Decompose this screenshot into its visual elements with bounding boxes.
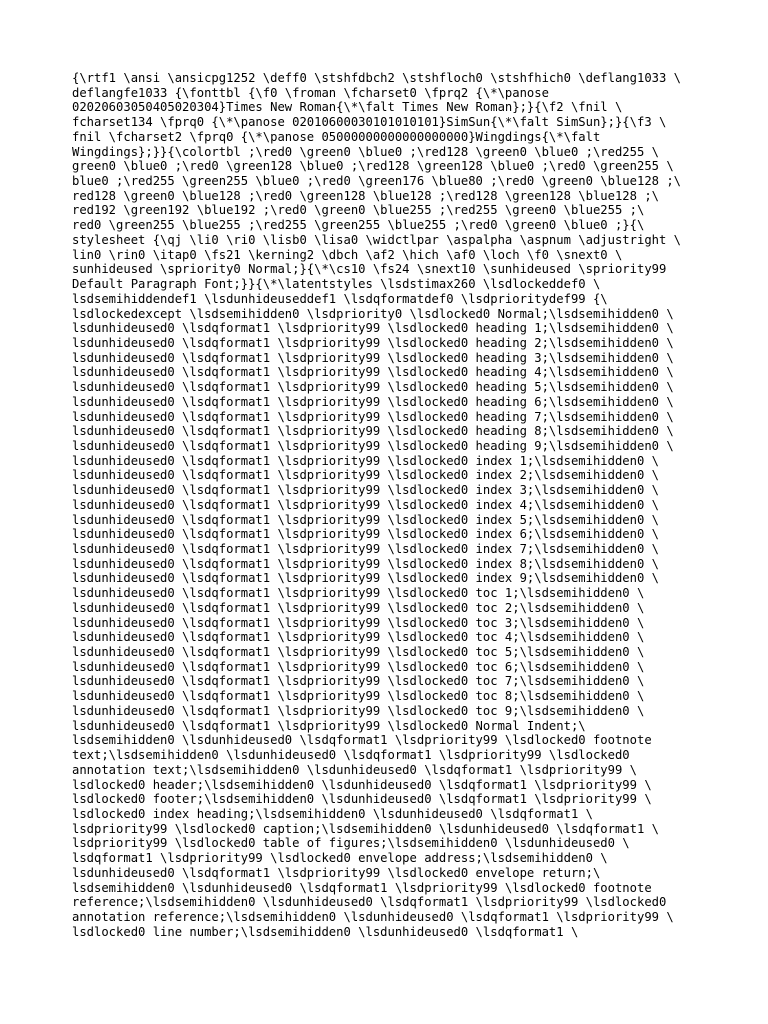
text-line: stylesheet {\qj \li0 \ri0 \lisb0 \lisa0 \widctlpar \aspalpha \aspnum \adjustright \ <box>72 232 682 247</box>
text-line: annotation reference;\lsdsemihidden0 \lsdunhideused0 \lsdqformat1 \lsdpriority99 \ <box>72 909 674 924</box>
text-line: lsdunhideused0 \lsdqformat1 \lsdpriority99 \lsdlocked0 index 7;\lsdsemihidden0 \ <box>72 542 659 556</box>
text-line: lsdunhideused0 \lsdqformat1 \lsdpriority99 \lsdlocked0 heading 4;\lsdsemihidden0 \ <box>72 365 674 380</box>
text-line: lsdpriority99 \lsdlocked0 table of figures;\lsdsemihidden0 \lsdunhideused0 \ <box>72 836 630 851</box>
text-line: lsdlocked0 line number;\lsdsemihidden0 \lsdunhideused0 \lsdqformat1 \ <box>72 924 579 939</box>
text-line: reference;\lsdsemihidden0 \lsdunhideused0 \lsdqformat1 \lsdpriority99 \lsdlocked0 <box>72 895 667 910</box>
text-line: green0 \blue0 ;\red0 \green128 \blue0 ;\red128 \green128 \blue0 ;\red0 \green255 \ <box>72 159 674 174</box>
text-line: text;\lsdsemihidden0 \lsdunhideused0 \lsdqformat1 \lsdpriority99 \lsdlocked0 <box>72 748 630 763</box>
text-line: lsdunhideused0 \lsdqformat1 \lsdpriority99 \lsdlocked0 index 1;\lsdsemihidden0 \ <box>72 453 659 468</box>
text-line: lsdunhideused0 \lsdqformat1 \lsdpriority99 \lsdlocked0 heading 9;\lsdsemihidden0 \ <box>72 438 674 453</box>
text-line: lsdunhideused0 \lsdqformat1 \lsdpriority99 \lsdlocked0 toc 3;\lsdsemihidden0 \ <box>72 615 645 630</box>
text-line: blue0 ;\red255 \green255 \blue0 ;\red0 \green176 \blue80 ;\red0 \green0 \blue128 ;\ <box>72 174 682 189</box>
text-line: lsdlockedexcept \lsdsemihidden0 \lsdpriority0 \lsdlocked0 Normal;\lsdsemihidden0 \ <box>72 306 674 321</box>
text-line: lsdlocked0 footer;\lsdsemihidden0 \lsdunhideused0 \lsdqformat1 \lsdpriority99 \ <box>72 792 652 807</box>
text-line: lsdunhideused0 \lsdqformat1 \lsdpriority99 \lsdlocked0 Normal Indent;\ <box>72 718 586 733</box>
text-line: lsdunhideused0 \lsdqformat1 \lsdpriority99 \lsdlocked0 index 3;\lsdsemihidden0 \ <box>72 483 659 498</box>
text-line: Default Paragraph Font;}}{\*\latentstyles \lsdstimax260 \lsdlockeddef0 \ <box>72 277 601 292</box>
text-line: lsdsemihiddendef1 \lsdunhideuseddef1 \lsdqformatdef0 \lsdprioritydef99 {\ <box>72 291 608 306</box>
text-line: lsdlocked0 header;\lsdsemihidden0 \lsdunhideused0 \lsdqformat1 \lsdpriority99 \ <box>72 777 652 792</box>
text-line: fnil \fcharset2 \fprq0 {\*\panose 05000000000000000000}Wingdings{\*\falt <box>72 129 601 144</box>
text-line: lsdlocked0 index heading;\lsdsemihidden0 \lsdunhideused0 \lsdqformat1 \ <box>72 806 593 821</box>
text-line: sunhideused \spriority0 Normal;}{\*\cs10 \fs24 \snext10 \sunhideused \spriority99 <box>72 262 667 277</box>
text-line: lsdunhideused0 \lsdqformat1 \lsdpriority99 \lsdlocked0 heading 6;\lsdsemihidden0 \ <box>72 394 674 409</box>
text-line: 02020603050405020304}Times New Roman{\*\falt Times New Roman};}{\f2 \fnil \ <box>72 100 623 115</box>
text-line: deflangfe1033 {\fonttbl {\f0 \froman \fcharset0 \fprq2 {\*\panose <box>72 85 549 100</box>
text-line: {\rtf1 \ansi \ansicpg1252 \deff0 \stshfdbch2 \stshfloch0 \stshfhich0 \deflang1033 \ <box>72 71 682 85</box>
text-line: lsdunhideused0 \lsdqformat1 \lsdpriority99 \lsdlocked0 envelope return;\ <box>72 865 601 880</box>
text-line: lsdpriority99 \lsdlocked0 caption;\lsdsemihidden0 \lsdunhideused0 \lsdqformat1 \ <box>72 821 659 836</box>
rtf-source-text <box>72 71 712 939</box>
text-line: lsdunhideused0 \lsdqformat1 \lsdpriority99 \lsdlocked0 toc 6;\lsdsemihidden0 \ <box>72 659 645 674</box>
text-line: lsdunhideused0 \lsdqformat1 \lsdpriority99 \lsdlocked0 toc 9;\lsdsemihidden0 \ <box>72 703 645 718</box>
text-line: lsdunhideused0 \lsdqformat1 \lsdpriority99 \lsdlocked0 toc 4;\lsdsemihidden0 \ <box>72 630 645 645</box>
text-line: fcharset134 \fprq0 {\*\panose 02010600030101010101}SimSun{\*\falt SimSun};}{\f3 \ <box>72 115 667 130</box>
text-line: lsdunhideused0 \lsdqformat1 \lsdpriority99 \lsdlocked0 index 2;\lsdsemihidden0 \ <box>72 468 659 483</box>
text-line: lsdunhideused0 \lsdqformat1 \lsdpriority99 \lsdlocked0 heading 8;\lsdsemihidden0 \ <box>72 424 674 439</box>
text-line: lsdunhideused0 \lsdqformat1 \lsdpriority99 \lsdlocked0 toc 7;\lsdsemihidden0 \ <box>72 674 645 689</box>
text-line: lsdunhideused0 \lsdqformat1 \lsdpriority99 \lsdlocked0 toc 5;\lsdsemihidden0 \ <box>72 645 645 660</box>
text-line: Wingdings};}}{\colortbl ;\red0 \green0 \blue0 ;\red128 \green0 \blue0 ;\red255 \ <box>72 144 659 159</box>
text-line: lsdunhideused0 \lsdqformat1 \lsdpriority99 \lsdlocked0 index 6;\lsdsemihidden0 \ <box>72 527 659 542</box>
text-line: lsdunhideused0 \lsdqformat1 \lsdpriority99 \lsdlocked0 index 5;\lsdsemihidden0 \ <box>72 512 659 527</box>
text-line: red0 \green255 \blue255 ;\red255 \green255 \blue255 ;\red0 \green0 \blue0 ;}{\ <box>72 218 645 233</box>
text-line: red192 \green192 \blue192 ;\red0 \green0 \blue255 ;\red255 \green0 \blue255 ;\ <box>72 203 645 218</box>
text-line: lsdunhideused0 \lsdqformat1 \lsdpriority99 \lsdlocked0 toc 2;\lsdsemihidden0 \ <box>72 600 645 615</box>
text-line: lsdsemihidden0 \lsdunhideused0 \lsdqformat1 \lsdpriority99 \lsdlocked0 footnote <box>72 733 652 748</box>
text-line: lsdunhideused0 \lsdqformat1 \lsdpriority99 \lsdlocked0 toc 1;\lsdsemihidden0 \ <box>72 586 645 601</box>
text-line: lsdunhideused0 \lsdqformat1 \lsdpriority99 \lsdlocked0 heading 3;\lsdsemihidden0 \ <box>72 350 674 365</box>
text-line: lsdunhideused0 \lsdqformat1 \lsdpriority99 \lsdlocked0 heading 1;\lsdsemihidden0 \ <box>72 321 674 336</box>
text-line: lsdunhideused0 \lsdqformat1 \lsdpriority99 \lsdlocked0 heading 5;\lsdsemihidden0 \ <box>72 380 674 395</box>
text-line: lsdunhideused0 \lsdqformat1 \lsdpriority99 \lsdlocked0 index 8;\lsdsemihidden0 \ <box>72 556 659 571</box>
text-line: lsdqformat1 \lsdpriority99 \lsdlocked0 envelope address;\lsdsemihidden0 \ <box>72 851 608 866</box>
text-line: lin0 \rin0 \itap0 \fs21 \kerning2 \dbch \af2 \hich \af0 \loch \f0 \snext0 \ <box>72 247 623 262</box>
text-line: lsdsemihidden0 \lsdunhideused0 \lsdqformat1 \lsdpriority99 \lsdlocked0 footnote <box>72 880 652 895</box>
text-line: lsdunhideused0 \lsdqformat1 \lsdpriority99 \lsdlocked0 index 4;\lsdsemihidden0 \ <box>72 497 659 512</box>
text-line: lsdunhideused0 \lsdqformat1 \lsdpriority99 \lsdlocked0 toc 8;\lsdsemihidden0 \ <box>72 689 645 704</box>
text-line: lsdunhideused0 \lsdqformat1 \lsdpriority99 \lsdlocked0 heading 7;\lsdsemihidden0 \ <box>72 409 674 424</box>
text-line: lsdunhideused0 \lsdqformat1 \lsdpriority99 \lsdlocked0 heading 2;\lsdsemihidden0 \ <box>72 335 674 350</box>
text-line: red128 \green0 \blue128 ;\red0 \green128 \blue128 ;\red128 \green128 \blue128 ;\ <box>72 188 659 203</box>
text-line: annotation text;\lsdsemihidden0 \lsdunhideused0 \lsdqformat1 \lsdpriority99 \ <box>72 762 637 777</box>
text-line: lsdunhideused0 \lsdqformat1 \lsdpriority99 \lsdlocked0 index 9;\lsdsemihidden0 \ <box>72 571 659 586</box>
